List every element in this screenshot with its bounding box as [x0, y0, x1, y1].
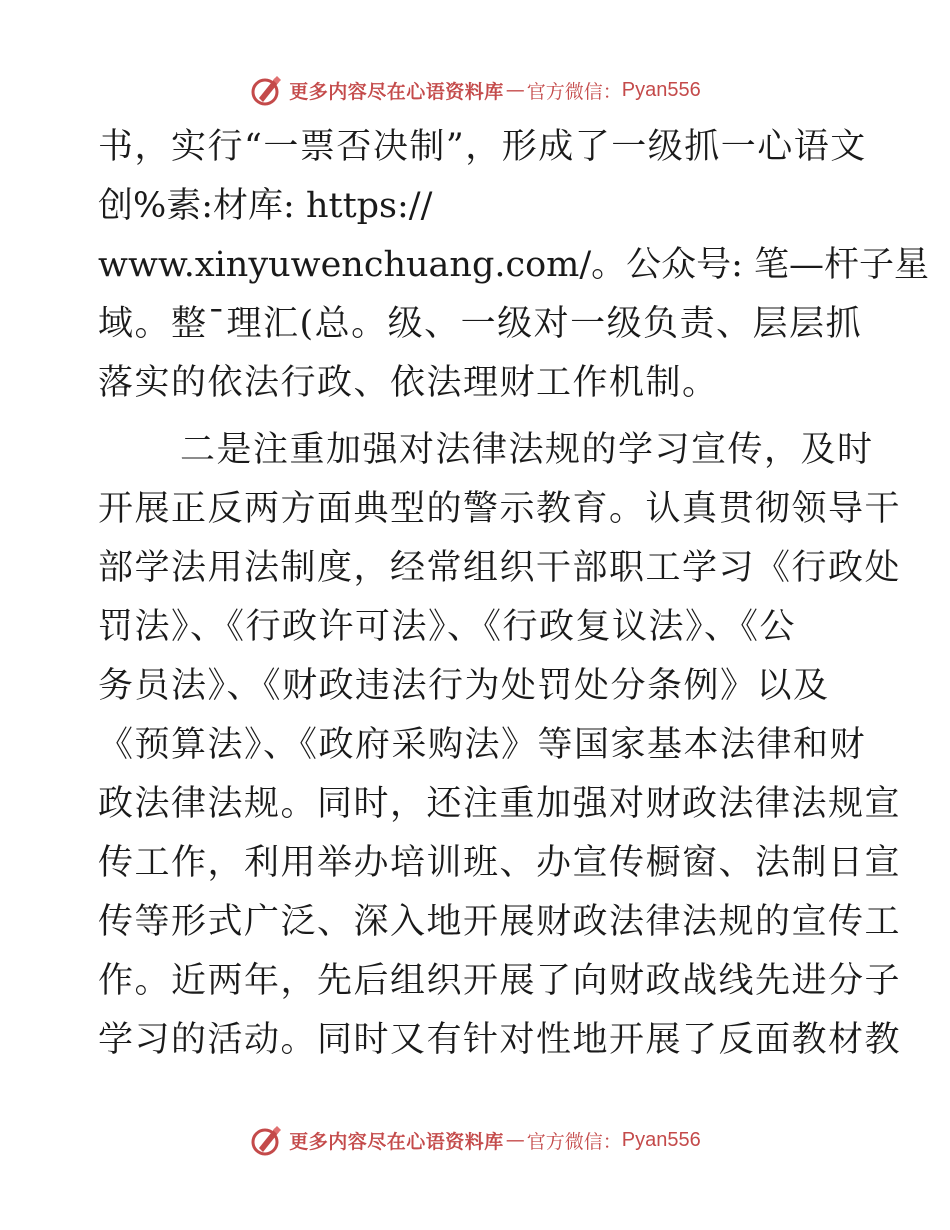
text-line: 罚法》、《行政许可法》、《行政复议法》、《公	[98, 607, 797, 647]
text-line: 开展正反两方面典型的警示教育。认真贯彻领导干	[98, 489, 902, 529]
text-line: 创%素:材库: https://	[98, 186, 433, 226]
wechat-label: 官方微信：	[526, 1130, 622, 1153]
paragraph-2	[98, 421, 902, 1070]
text-line: 域。整¯理汇(总。级、一级对一级负责、层层抓	[98, 304, 863, 344]
banner-text: 更多内容尽在心语资料库	[289, 80, 504, 103]
text-line: www.xinyuwenchuang.com/。公众号: 笔—杆子星	[98, 245, 930, 285]
text-line: 政法律法规。同时，还注重加强对财政法律法规宣	[98, 784, 902, 824]
banner-dash: —	[505, 1129, 525, 1151]
wechat-label: 官方微信：	[526, 80, 622, 103]
text-line: 落实的依法行政、依法理财工作机制。	[98, 363, 719, 403]
text-line: 学习的活动。同时又有针对性地开展了反面教材教	[98, 1020, 902, 1060]
paragraph-gap	[98, 413, 858, 421]
wechat-id: Pyan556	[621, 78, 701, 101]
paragraph-1	[98, 118, 930, 413]
footer-banner	[0, 1120, 950, 1160]
text-line: 务员法》、《财政违法行为处罚处分条例》以及	[98, 666, 830, 706]
wechat-id: Pyan556	[621, 1128, 701, 1151]
text-line: 作。近两年，先后组织开展了向财政战线先进分子	[98, 961, 902, 1001]
banner-dash: —	[505, 79, 525, 101]
header-banner	[0, 70, 950, 110]
pen-logo-icon	[249, 1122, 285, 1158]
document-body	[98, 118, 930, 1070]
text-line: 《预算法》、《政府采购法》等国家基本法律和财	[98, 725, 867, 765]
text-line: 传工作，利用举办培训班、办宣传橱窗、法制日宣	[98, 843, 902, 883]
text-line: 书，实行“一票否决制”，形成了一级抓一心语文	[98, 127, 867, 167]
text-line: 部学法用法制度，经常组织干部职工学习《行政处	[98, 548, 902, 588]
text-line: 传等形式广泛、深入地开展财政法律法规的宣传工	[98, 902, 902, 942]
pen-logo-icon	[249, 72, 285, 108]
banner-text: 更多内容尽在心语资料库	[289, 1130, 504, 1153]
text-line: 二是注重加强对法律法规的学习宣传，及时	[180, 430, 874, 470]
